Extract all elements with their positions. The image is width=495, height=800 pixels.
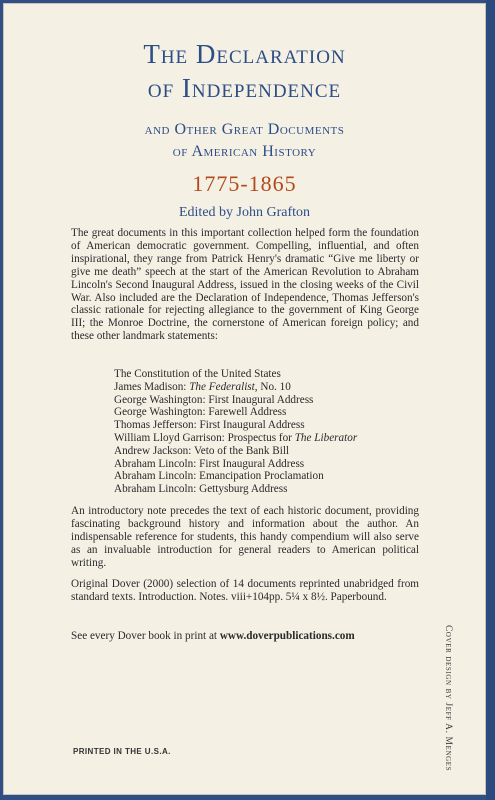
list-item: Abraham Lincoln: Gettysburg Address — [114, 483, 288, 496]
list-item: William Lloyd Garrison: Prospectus for The Liberator — [114, 431, 358, 444]
list-item: George Washington: Farewell Address — [114, 406, 287, 419]
catalog-url: www.doverpublications.com — [219, 630, 355, 642]
cover-design-credit: Cover design by Jeff A. Menges — [443, 625, 453, 772]
year-range: 1775-1865 — [192, 171, 297, 196]
list-item: Andrew Jackson: Veto of the Bank Bill — [114, 444, 290, 457]
intro-paragraph: The great documents in this important collection helped form the foundation of American democratic government. Compelling, influential, and often inspirational, they range from Patrick Henry's dramatic “Give me liberty or give me death” speech at the start of the American Revolution to Abraham Lincoln's Second Inaugural Address, issued in the closing weeks of the Civil War. Also included are the Declaration of Independence, Thomas Jefferson's classic rationale for rejecting allegiance to the government of King George III; the Monroe Doctrine, the cornerstone of American foreign policy; and these other landmark statements: — [71, 227, 419, 343]
catalog-line: See every Dover book in print at www.doverpublications.com — [71, 630, 355, 642]
printed-in-label: PRINTED IN THE U.S.A. — [73, 747, 171, 756]
list-item: James Madison: The Federalist, No. 10 — [114, 380, 291, 393]
book-title-line-1: The Declaration — [143, 39, 346, 69]
editor-credit: Edited by John Grafton — [178, 205, 311, 220]
edition-paragraph: Original Dover (2000) selection of 14 documents reprinted unabridged from standard texts. Introduction. Notes. viii+104pp. 5¼ x 8½. Paperbound. — [71, 578, 419, 603]
subtitle-line-1: and Other Great Documents — [144, 121, 345, 138]
back-cover — [3, 3, 486, 795]
list-item: The Constitution of the United States — [114, 368, 281, 380]
cover-header — [3, 37, 486, 223]
note-paragraph: An introductory note precedes the text of each historic document, providing fascinating background history and information about the author. An indispensable reference for students, this handy compendium will also serve as an invaluable introduction for general readers to American political writing. — [71, 505, 419, 569]
list-item: George Washington: First Inaugural Address — [114, 393, 314, 406]
book-title-line-2: of Independence — [147, 73, 342, 103]
cover-edge — [486, 0, 495, 800]
document-list — [114, 368, 357, 496]
subtitle-line-2: of American History — [172, 143, 317, 160]
list-item: Thomas Jefferson: First Inaugural Address — [114, 419, 305, 432]
list-item: Abraham Lincoln: Emancipation Proclamation — [114, 470, 324, 483]
list-item: Abraham Lincoln: First Inaugural Address — [114, 457, 305, 470]
